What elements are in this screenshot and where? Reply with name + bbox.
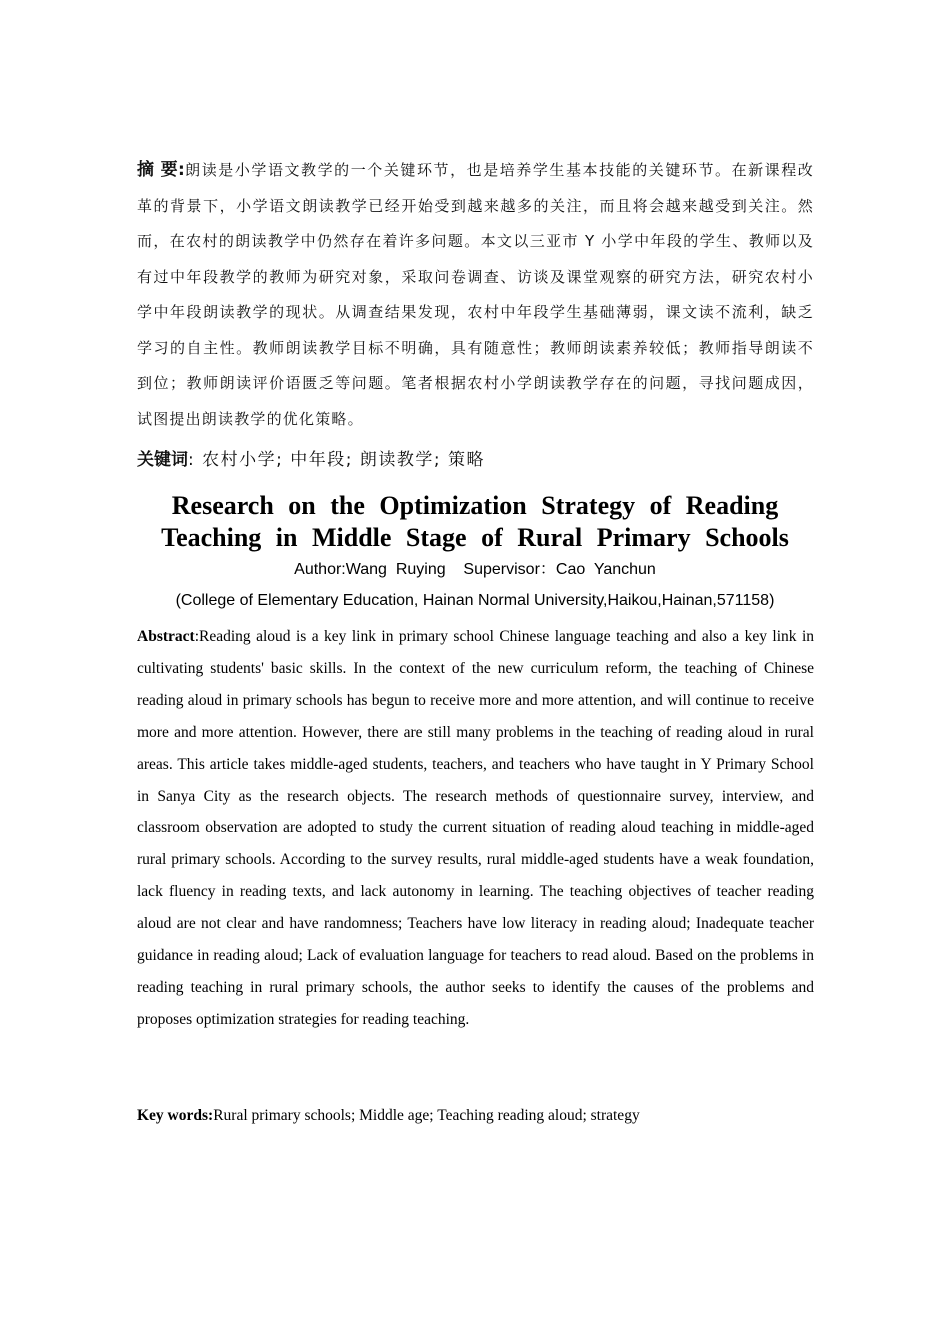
chinese-abstract-text: 朗读是小学语文教学的一个关键环节，也是培养学生基本技能的关键环节。在新课程改革的背景下，小学语文朗读教学已经开始受到越来越多的关注，而且将会越来越受到关注。然而，在农村的朗读教学中仍然存在着许多问题。本文以三亚市 Y 小学中年段的学生、教师以及有过中年段教学的教师为研究对象，采取问卷调查、访谈及课堂观察的研究方法，研究农村小学中年段朗读教学的现状。从调查结果发现，农村中年段学生基础薄弱，课文读不流利，缺乏学习的自主性。教师朗读教学目标不明确，具有随意性；教师朗读素养较低；教师指导朗读不到位；教师朗读评价语匮乏等问题。笔者根据农村小学朗读教学存在的问题，寻找问题成因，试图提出朗读教学的优化策略。 xyxy=(137,161,814,428)
chinese-abstract xyxy=(137,153,814,437)
english-abstract xyxy=(137,621,814,1036)
affiliation-line: (College of Elementary Education, Hainan Normal University,Haikou,Hainan,571158) xyxy=(175,592,775,609)
chinese-keywords-label: 关键词 xyxy=(137,450,188,470)
english-keywords-label: Key words: xyxy=(137,1107,214,1124)
english-keywords xyxy=(137,1100,814,1131)
chinese-keywords-text: : 农村小学; 中年段; 朗读教学; 策略 xyxy=(188,450,486,470)
author-line: Author:Wang Ruying Supervisor：Cao Yanchun xyxy=(294,561,656,578)
chinese-abstract-label: 摘 要: xyxy=(137,160,185,180)
english-title-line-1: Research on the Optimization Strategy of Reading xyxy=(171,491,779,520)
english-abstract-label: Abstract xyxy=(137,628,195,645)
english-abstract-text: :Reading aloud is a key link in primary school Chinese language teaching and also a key link in cultivating students' basic skills. In the context of the new curriculum reform, the teaching of Chinese reading aloud in primary schools has begun to receive more and more attention, and will continue to receive more and more attention. However, there are still many problems in the teaching of reading aloud in rural areas. This article takes middle-aged students, teachers, and teachers who have taught in Y Primary School in Sanya City as the research objects. The research methods of questionnaire survey, interview, and classroom observation are adopted to study the current situation of reading aloud teaching in middle-aged rural primary schools. According to the survey results, rural middle-aged students have a weak foundation, lack fluency in reading texts, and lack autonomy in learning. The teaching objectives of teacher reading aloud are not clear and have randomness; Teachers have low literacy in reading aloud; Inadequate teacher guidance in reading aloud; Lack of evaluation language for teachers to read aloud. Based on the problems in reading teaching in rural primary schools, the author seeks to identify the causes of the problems and proposes optimization strategies for reading teaching. xyxy=(137,628,814,1028)
english-title-line-2: Teaching in Middle Stage of Rural Primary Schools xyxy=(161,523,789,552)
english-keywords-text: Rural primary schools; Middle age; Teaching reading aloud; strategy xyxy=(213,1107,640,1124)
english-title xyxy=(100,490,850,554)
chinese-keywords xyxy=(137,445,814,475)
